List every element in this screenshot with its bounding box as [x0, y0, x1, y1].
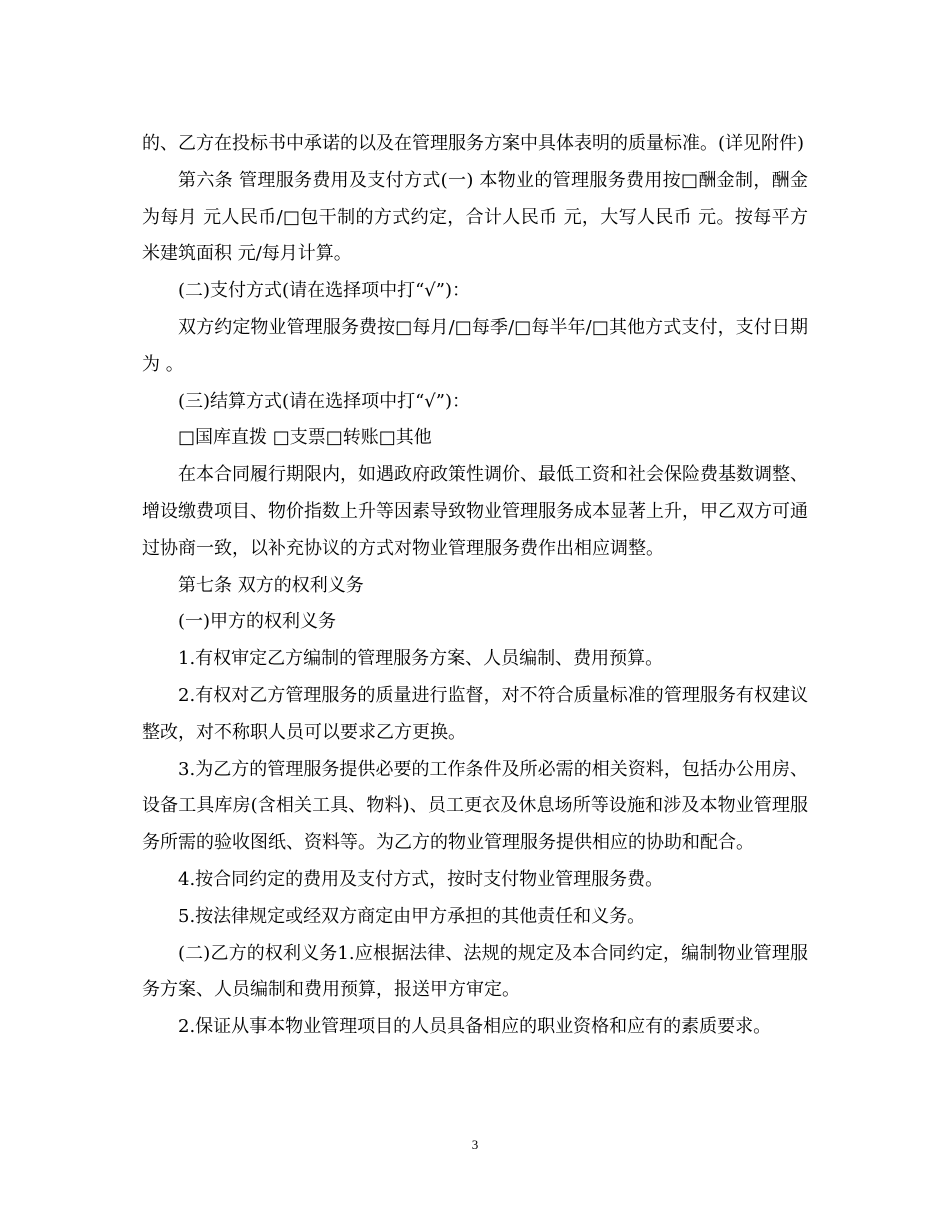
list-item: 2.有权对乙方管理服务的质量进行监督，对不符合质量标准的管理服务有权建议整改，对不称职人员可以要求乙方更换。	[142, 684, 808, 743]
section-heading: 第七条 双方的权利义务	[178, 574, 364, 596]
paragraph: □国库直拨 □支票□转账□其他	[178, 427, 432, 449]
list-item: 2.保证从事本物业管理项目的人员具备相应的职业资格和应有的素质要求。	[178, 1016, 772, 1038]
list-item: 5.按法律规定或经双方商定由甲方承担的其他责任和义务。	[178, 905, 646, 927]
list-item: 1.有权审定乙方编制的管理服务方案、人员编制、费用预算。	[178, 648, 664, 670]
paragraph: (二)支付方式(请在选择项中打“√”)：	[178, 280, 470, 302]
paragraph: (二)乙方的权利义务1.应根据法律、法规的规定及本合同约定，编制物业管理服务方案、人员编制和费用预算，报送甲方审定。	[142, 942, 808, 1001]
paragraph: 双方约定物业管理服务费按□每月/□每季/□每半年/□其他方式支付，支付日期为 。	[142, 316, 808, 375]
paragraph: 在本合同履行期限内，如遇政府政策性调价、最低工资和社会保险费基数调整、增设缴费项目、物价指数上升等因素导致物业管理服务成本显著上升，甲乙双方可通过协商一致，以补充协议的方式对物业管理服务费作出相应调整。	[142, 464, 808, 559]
page-number: 3	[471, 1137, 479, 1152]
subsection-heading: (一)甲方的权利义务	[178, 611, 337, 633]
paragraph: (三)结算方式(请在选择项中打“√”)：	[178, 390, 470, 412]
paragraph: 的、乙方在投标书中承诺的以及在管理服务方案中具体表明的质量标准。(详见附件)	[142, 133, 805, 154]
list-item: 3.为乙方的管理服务提供必要的工作条件及所必需的相关资料，包括办公用房、设备工具库房(含相关工具、物料)、员工更衣及休息场所等设施和涉及本物业管理服务所需的验收图纸、资料等。为乙方的物业管理服务提供相应的协助和配合。	[142, 758, 808, 854]
paragraph: 第六条 管理服务费用及支付方式(一) 本物业的管理服务费用按□酬金制，酬金为每月 元人民币/□包干制的方式约定，合计人民币 元，大写人民币 元。按每平方米建筑面积 元/每月计算。	[142, 169, 808, 265]
document-body	[142, 126, 808, 1046]
list-item: 4.按合同约定的费用及支付方式，按时支付物业管理服务费。	[178, 868, 664, 890]
